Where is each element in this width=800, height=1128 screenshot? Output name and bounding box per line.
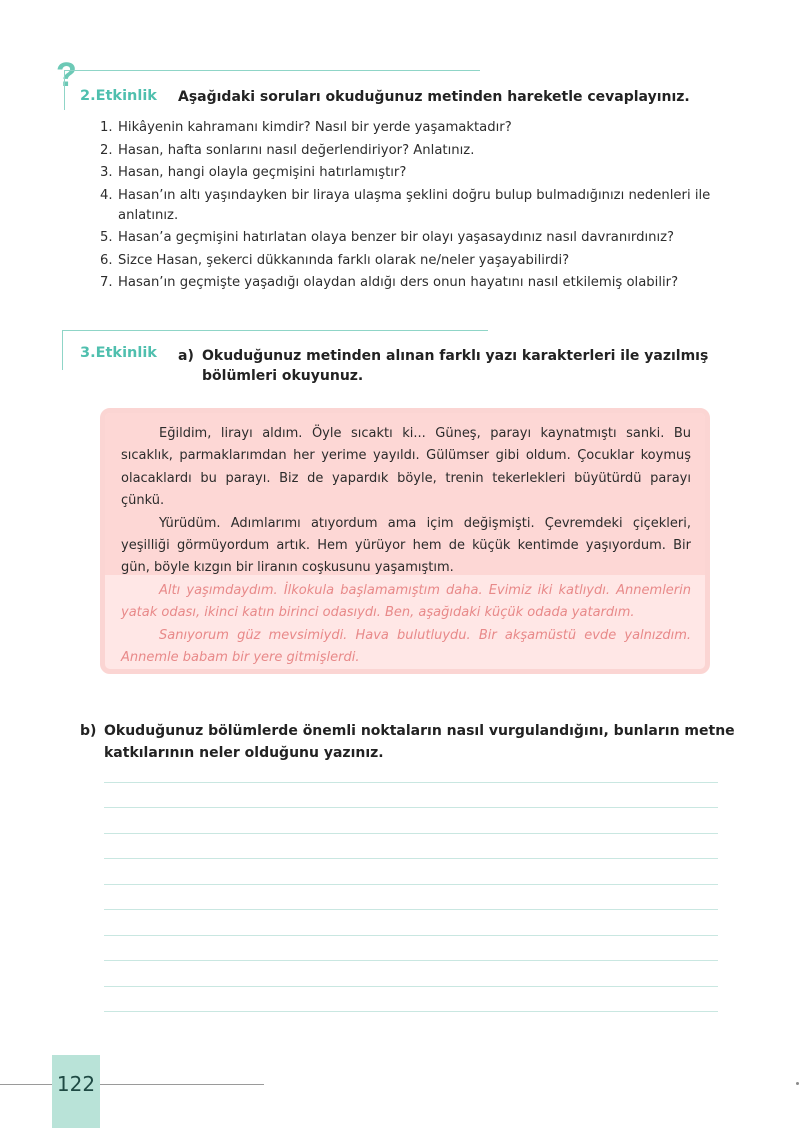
activity3-frame-top	[62, 330, 488, 331]
activity2-title: Aşağıdaki soruları okuduğunuz metinden hareketle cevaplayınız.	[178, 89, 690, 105]
activity2-frame-top	[64, 70, 480, 71]
activity2-label: 2.Etkinlik	[80, 88, 157, 104]
question-item	[100, 228, 730, 248]
answer-line[interactable]	[104, 960, 718, 961]
question-item	[100, 163, 730, 183]
part-b-letter: b)	[80, 723, 97, 739]
question-item	[100, 141, 730, 161]
activity3-label: 3.Etkinlik	[80, 345, 157, 361]
question-number: 5.	[100, 230, 113, 245]
answer-line[interactable]	[104, 884, 718, 885]
answer-line[interactable]	[104, 782, 718, 783]
edge-mark	[796, 1082, 799, 1085]
footer-rule	[0, 1084, 264, 1085]
passage-box	[100, 408, 710, 674]
part-a-text: Okuduğunuz metinden alınan farklı yazı karakterleri ile yazılmış bölümleri okuyunuz.	[202, 348, 709, 384]
question-number: 6.	[100, 252, 113, 268]
question-number: 4.	[100, 187, 113, 203]
question-number: 1.	[100, 120, 113, 135]
question-text: Hikâyenin kahramanı kimdir? Nasıl bir yerde yaşamaktadır?	[118, 120, 512, 135]
question-text: Hasan’ın altı yaşındayken bir liraya ulaşma şeklini doğru bulup bulmadığınızı nedenleri ile anlatınız.	[118, 187, 711, 223]
question-item	[100, 273, 730, 293]
question-number: 2.	[100, 142, 113, 158]
part-b-instruction	[80, 720, 740, 764]
question-item	[100, 118, 730, 138]
question-mark-icon: ?	[56, 56, 77, 94]
question-item	[100, 186, 730, 226]
part-b-text: Okuduğunuz bölümlerde önemli noktaların nasıl vurgulandığını, bunların metne katkılarının neler olduğunu yazınız.	[104, 723, 735, 761]
part-a-letter: a)	[178, 348, 194, 364]
question-text: Sizce Hasan, şekerci dükkanında farklı olarak ne/neler yaşayabilirdi?	[118, 252, 570, 268]
question-text: Hasan, hafta sonlarını nasıl değerlendiriyor? Anlatınız.	[118, 142, 475, 158]
answer-line[interactable]	[104, 1011, 718, 1012]
activity2-frame-left	[64, 70, 65, 110]
answer-line[interactable]	[104, 833, 718, 834]
answer-line[interactable]	[104, 807, 718, 808]
answer-line[interactable]	[104, 858, 718, 859]
passage-italic-paragraph: Sanıyorum güz mevsimiydi. Hava bulutluydu. Bir akşamüstü evde yalnızdım. Annemle babam bir yere gitmişlerdi.	[121, 627, 691, 666]
activity3-frame-left	[62, 330, 63, 370]
question-text: Hasan’ın geçmişte yaşadığı olaydan aldığı ders onun hayatını nasıl etkilemiş olabilir?	[118, 275, 679, 290]
answer-line[interactable]	[104, 935, 718, 936]
page-number: 122	[56, 1072, 96, 1096]
answer-line[interactable]	[104, 986, 718, 987]
question-item	[100, 251, 730, 271]
passage-italic-paragraph: Altı yaşımdaydım. İlkokula başlamamıştım daha. Evimiz iki katlıydı. Annemlerin yatak odası, ikinci katın birinci odasıydı. Ben, aşağıdaki küçük odada yatardım.	[121, 582, 691, 621]
passage-paragraph: Eğildim, lirayı aldım. Öyle sıcaktı ki... Güneş, parayı kaynatmıştı sanki. Bu sıcaklık, parmaklarımdan her yerime yayıldı. Gülümser gibi oldum. Çocuklar koymuş olacaklardı bu parayı. Biz de yapardık böyle, trenin tekerlekleri büyütürdü parayı çünkü.	[121, 426, 691, 509]
part-a-instruction	[178, 346, 738, 386]
passage-content	[121, 423, 691, 669]
passage-paragraph: Yürüdüm. Adımlarımı atıyordum ama içim değişmişti. Çevremdeki çiçekleri, yeşilliği görmüyordum artık. Hem yürüyor hem de küçük kentimde yaşıyordum. Bir gün, böyle kızgın bir liranın coşkusunu yaşamıştım.	[121, 515, 691, 576]
question-number: 3.	[100, 165, 113, 180]
question-text: Hasan’a geçmişini hatırlatan olaya benzer bir olayı yaşasaydınız nasıl davranırdınız?	[118, 230, 675, 245]
answer-line[interactable]	[104, 909, 718, 910]
question-list	[100, 118, 730, 296]
question-number: 7.	[100, 275, 113, 290]
question-text: Hasan, hangi olayla geçmişini hatırlamıştır?	[118, 165, 407, 180]
